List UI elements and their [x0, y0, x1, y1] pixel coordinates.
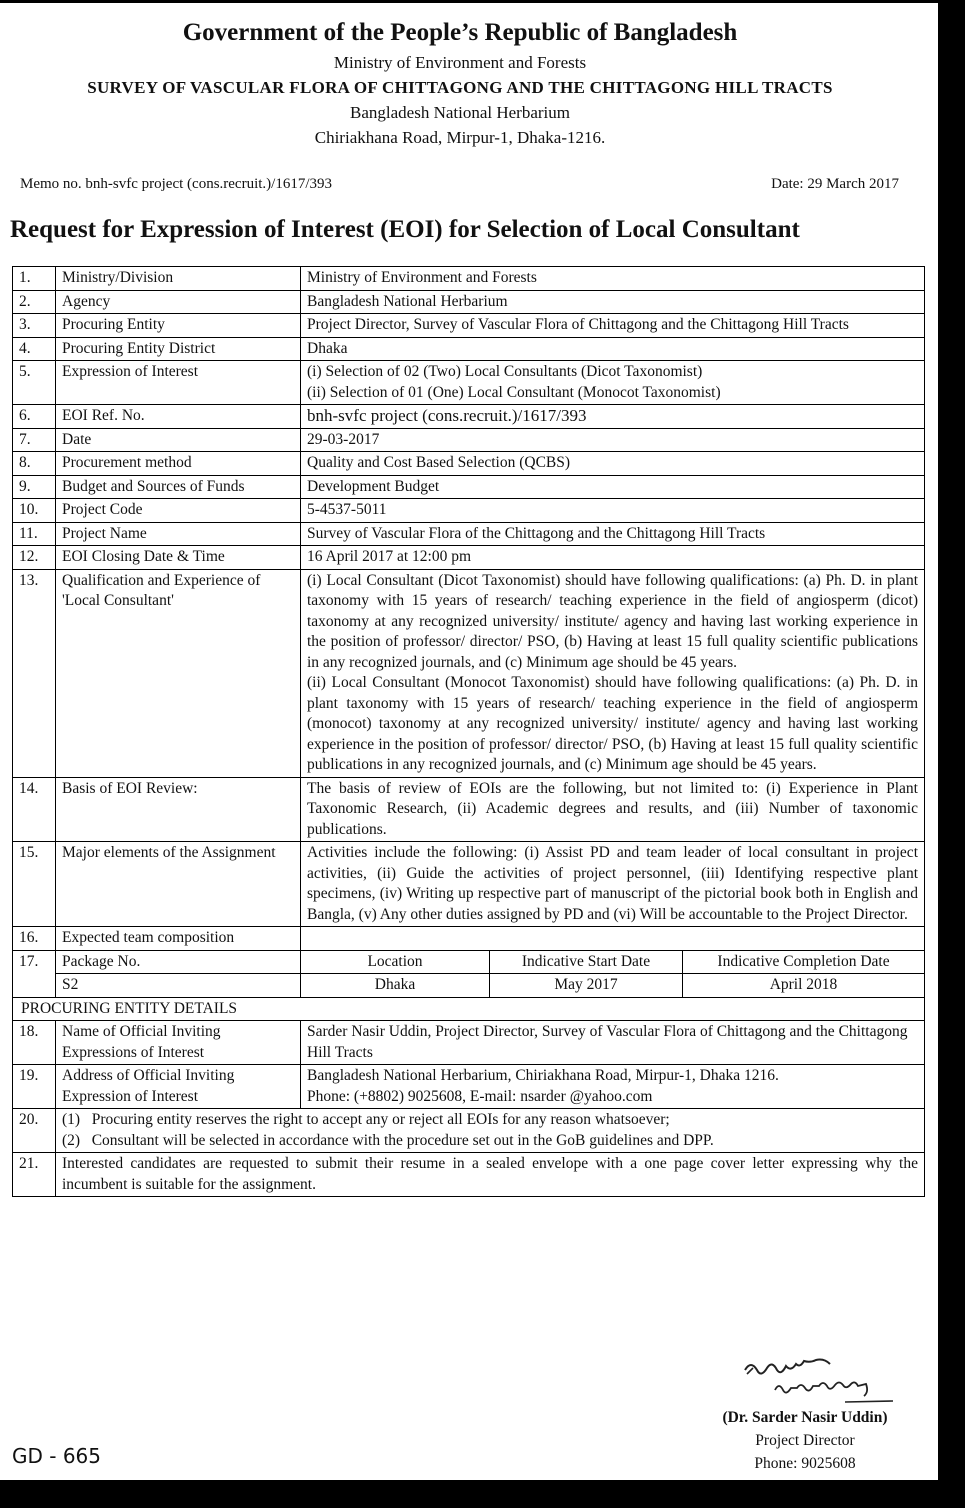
- row-label: Basis of EOI Review:: [56, 777, 301, 842]
- herbarium-line: Bangladesh National Herbarium: [350, 103, 570, 122]
- table-row: [13, 522, 925, 546]
- row-value: [301, 927, 925, 951]
- package-start: May 2017: [490, 974, 683, 998]
- row-label: Ministry/Division: [56, 267, 301, 291]
- row-label: EOI Ref. No.: [56, 405, 301, 429]
- table-row: [13, 405, 925, 429]
- row-value: [301, 1065, 925, 1109]
- row-value: [301, 569, 925, 777]
- table-row: [13, 974, 925, 998]
- table-row: [13, 1021, 925, 1065]
- row-number: 5.: [13, 361, 56, 405]
- signature-block: [690, 1406, 920, 1475]
- frame-right-border: [938, 0, 965, 1508]
- condition-1: (1) Procuring entity reserves the right to accept any or reject all EOIs for any reason whatsoever;: [62, 1111, 670, 1128]
- table-row: [13, 499, 925, 523]
- row-value: 29-03-2017: [301, 428, 925, 452]
- row-number: 4.: [13, 337, 56, 361]
- row-number: 12.: [13, 546, 56, 570]
- row-value: Ministry of Environment and Forests: [301, 267, 925, 291]
- package-completion: April 2018: [683, 974, 925, 998]
- row-label: Expression of Interest: [56, 361, 301, 405]
- row-label: Package No.: [56, 950, 301, 974]
- row-label: Procurement method: [56, 452, 301, 476]
- table-row: [13, 428, 925, 452]
- row-number: 3.: [13, 314, 56, 338]
- row-number: 21.: [13, 1153, 56, 1197]
- row-label: Project Name: [56, 522, 301, 546]
- government-heading: Government of the People’s Republic of Bangladesh: [182, 19, 738, 46]
- row-value: Development Budget: [301, 475, 925, 499]
- row-value: Activities include the following: (i) Assist PD and team leader of local consultant in project activities, (ii) Guide the activities of project personnel, (iii) Identifying respective plant specimens, (iv) Writing up respective part of manuscript of the pictorial book both in English and Bangla, (v) Any other duties assigned by PD and (vi) Will be accountable to the Project Director.: [301, 842, 925, 927]
- row-value: Interested candidates are requested to submit their resume in a sealed envelope with a one page cover letter expressing why the incumbent is suitable for the assignment.: [56, 1153, 925, 1197]
- row-value: bnh-svfc project (cons.recruit.)/1617/393: [301, 405, 925, 429]
- column-header-completion: Indicative Completion Date: [683, 950, 925, 974]
- handwritten-signature: [735, 1356, 910, 1406]
- table-row: [13, 475, 925, 499]
- table-row: [13, 569, 925, 777]
- letterhead: [0, 16, 920, 150]
- row-label: Date: [56, 428, 301, 452]
- document-title: Request for Expression of Interest (EOI) for Selection of Local Consultant: [10, 216, 800, 243]
- memo-number: Memo no. bnh-svfc project (cons.recruit.)/1617/393: [20, 176, 333, 192]
- table-row: [13, 1065, 925, 1109]
- memo-date: Date: 29 March 2017: [771, 176, 899, 192]
- gd-code: GD - 665: [12, 1444, 102, 1468]
- row-number: 2.: [13, 290, 56, 314]
- row-label: Procuring Entity: [56, 314, 301, 338]
- table-row: [13, 1109, 925, 1153]
- row-label: Expected team composition: [56, 927, 301, 951]
- package-id: S2: [56, 974, 301, 998]
- row-number: 6.: [13, 405, 56, 429]
- signatory-phone: Phone: 9025608: [754, 1455, 856, 1472]
- row-number: 13.: [13, 569, 56, 777]
- row-label: Address of Official Inviting Expression of Interest: [56, 1065, 301, 1109]
- row-value: [301, 361, 925, 405]
- row-number: 18.: [13, 1021, 56, 1065]
- package-location: Dhaka: [301, 974, 490, 998]
- row-label: Procuring Entity District: [56, 337, 301, 361]
- row-number: 8.: [13, 452, 56, 476]
- table-row: [13, 777, 925, 842]
- row-value: 5-4537-5011: [301, 499, 925, 523]
- table-row: [13, 1153, 925, 1197]
- row-value: Sarder Nasir Uddin, Project Director, Survey of Vascular Flora of Chittagong and the Chittagong Hill Tracts: [301, 1021, 925, 1065]
- eoi-table: [12, 266, 925, 1197]
- section-heading: PROCURING ENTITY DETAILS: [13, 997, 925, 1021]
- table-row: [13, 314, 925, 338]
- row-value: Quality and Cost Based Selection (QCBS): [301, 452, 925, 476]
- frame-bottom-border: [0, 1480, 965, 1508]
- table-row: [13, 950, 925, 974]
- row-value: Dhaka: [301, 337, 925, 361]
- row-label: Qualification and Experience of 'Local Consultant': [56, 569, 301, 777]
- row-value: Survey of Vascular Flora of the Chittagong and the Chittagong Hill Tracts: [301, 522, 925, 546]
- row-label: Project Code: [56, 499, 301, 523]
- signatory-name: (Dr. Sarder Nasir Uddin): [722, 1409, 888, 1426]
- row-label: Name of Official Inviting Expressions of Interest: [56, 1021, 301, 1065]
- row-number: 15.: [13, 842, 56, 927]
- row-number: 20.: [13, 1109, 56, 1153]
- official-contact: Phone: (+8802) 9025608, E-mail: nsarder @yahoo.com: [307, 1087, 653, 1105]
- row-label: Agency: [56, 290, 301, 314]
- table-row: [13, 267, 925, 291]
- table-row: [13, 452, 925, 476]
- table-row: [13, 927, 925, 951]
- qualification-dicot: (i) Local Consultant (Dicot Taxonomist) should have following qualifications: (a) Ph. D. in plant taxonomy with 15 years of research/ teaching experience in the field of angiosperm (dicot) taxonomy at any recognized university/ institute/ agency and having last working experience in the position of professor/ director/ PSO, (b) Having at least 15 full quality scientific publications in any recognized journals, and (c) Minimum age should be 45 years.: [307, 571, 918, 671]
- row-number: 16.: [13, 927, 56, 951]
- row-label: Major elements of the Assignment: [56, 842, 301, 927]
- address-line: Chiriakhana Road, Mirpur-1, Dhaka-1216.: [314, 128, 606, 147]
- row-number: 19.: [13, 1065, 56, 1109]
- row-label: EOI Closing Date & Time: [56, 546, 301, 570]
- frame-top-border: [0, 0, 965, 3]
- row-value: Bangladesh National Herbarium: [301, 290, 925, 314]
- row-number: 7.: [13, 428, 56, 452]
- row-number: 9.: [13, 475, 56, 499]
- eoi-item-monocot: (ii) Selection of 01 (One) Local Consultant (Monocot Taxonomist): [307, 383, 721, 401]
- section-row: [13, 997, 925, 1021]
- eoi-item-dicot: (i) Selection of 02 (Two) Local Consultants (Dicot Taxonomist): [307, 363, 703, 380]
- table-row: [13, 361, 925, 405]
- row-number: 1.: [13, 267, 56, 291]
- row-number: 14.: [13, 777, 56, 842]
- column-header-start: Indicative Start Date: [490, 950, 683, 974]
- row-number: 17.: [13, 950, 56, 997]
- row-value: [56, 1109, 925, 1153]
- table-row: [13, 337, 925, 361]
- signatory-title: Project Director: [755, 1432, 855, 1449]
- survey-line: SURVEY OF VASCULAR FLORA OF CHITTAGONG AND THE CHITTAGONG HILL TRACTS: [87, 78, 833, 97]
- row-number: 10.: [13, 499, 56, 523]
- condition-2: (2) Consultant will be selected in accordance with the procedure set out in the GoB guidelines and DPP.: [62, 1131, 714, 1149]
- official-address: Bangladesh National Herbarium, Chiriakhana Road, Mirpur-1, Dhaka 1216.: [307, 1067, 779, 1084]
- row-number: 11.: [13, 522, 56, 546]
- table-row: [13, 546, 925, 570]
- row-value: 16 April 2017 at 12:00 pm: [301, 546, 925, 570]
- table-row: [13, 842, 925, 927]
- row-value: Project Director, Survey of Vascular Flora of Chittagong and the Chittagong Hill Tracts: [301, 314, 925, 338]
- row-value: The basis of review of EOIs are the following, but not limited to: (i) Experience in Plant Taxonomic Research, (ii) Academic degrees and results, and (iii) Number of taxonomic publications.: [301, 777, 925, 842]
- ministry-line: Ministry of Environment and Forests: [333, 53, 587, 72]
- column-header-location: Location: [301, 950, 490, 974]
- row-label: Budget and Sources of Funds: [56, 475, 301, 499]
- qualification-monocot: (ii) Local Consultant (Monocot Taxonomist) should have following qualifications: (a) Ph. D. in plant taxonomy with 15 years of research/ teaching experience in the field of angiosperm (monocot) taxonomy at any recognized university/ institute/ agency and having last working experience in the position of professor/ director/ PSO, (b) Having at least 15 full quality scientific publications in any recognized journals, and (c) Minimum age should be 45 years.: [307, 674, 918, 773]
- table-row: [13, 290, 925, 314]
